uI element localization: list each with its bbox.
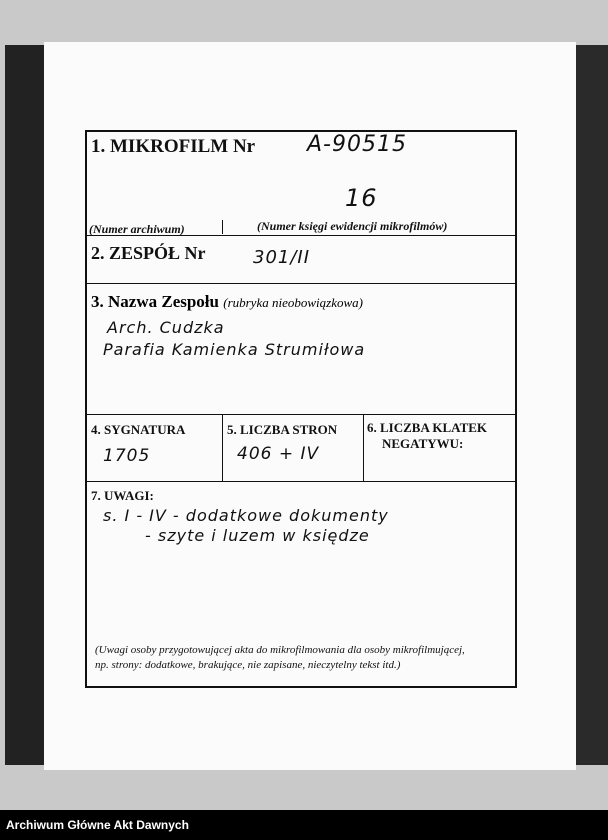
archive-number-label: (Numer archiwum) (89, 222, 185, 236)
page-count-value: 406 + IV (237, 444, 320, 464)
divider (363, 414, 364, 482)
microfilm-number: A-90515 (307, 132, 407, 157)
field3-label: 3. Nazwa Zespołu (91, 292, 219, 311)
field3-heading (91, 292, 363, 312)
book-number: 16 (345, 184, 378, 212)
scan-border-left (5, 45, 47, 765)
divider (87, 414, 515, 415)
field5-label: 5. LICZBA STRON (227, 422, 338, 437)
divider (222, 414, 223, 482)
divider (87, 481, 515, 482)
field6-label-cont: NEGATYWU: (382, 436, 464, 451)
remarks-note-line2: np. strony: dodatkowe, brakujące, nie zapisane, nieczytelny tekst itd.) (95, 659, 401, 671)
signature-value: 1705 (103, 446, 151, 466)
footer-bar (0, 810, 608, 840)
field2-label: 2. ZESPÓŁ Nr (91, 243, 206, 263)
archive-name: Archiwum Główne Akt Dawnych (6, 818, 189, 832)
remarks-line2: - szyte i luzem w księdze (145, 526, 370, 545)
field7-label: 7. UWAGI: (91, 488, 154, 503)
remarks-line1: s. I - IV - dodatkowe dokumenty (103, 506, 389, 525)
field1-label: 1. MIKROFILM Nr (91, 136, 256, 157)
field6-label: 6. LICZBA KLATEK (367, 420, 488, 435)
fonds-name-line1: Arch. Cudzka (107, 318, 225, 337)
divider (222, 220, 223, 234)
field4-label: 4. SYGNATURA (91, 422, 186, 437)
fonds-name-line2: Parafia Kamienka Strumiłowa (103, 340, 366, 359)
remarks-note-line1: (Uwagi osoby przygotowującej akta do mikrofilmowania dla osoby mikrofilmującej, (95, 644, 465, 656)
book-number-label: (Numer księgi ewidencji mikrofilmów) (257, 219, 448, 233)
divider (87, 283, 515, 284)
field3-note: (rubryka nieobowiązkowa) (223, 295, 363, 310)
form-table (85, 130, 517, 688)
fonds-number: 301/II (253, 247, 311, 268)
